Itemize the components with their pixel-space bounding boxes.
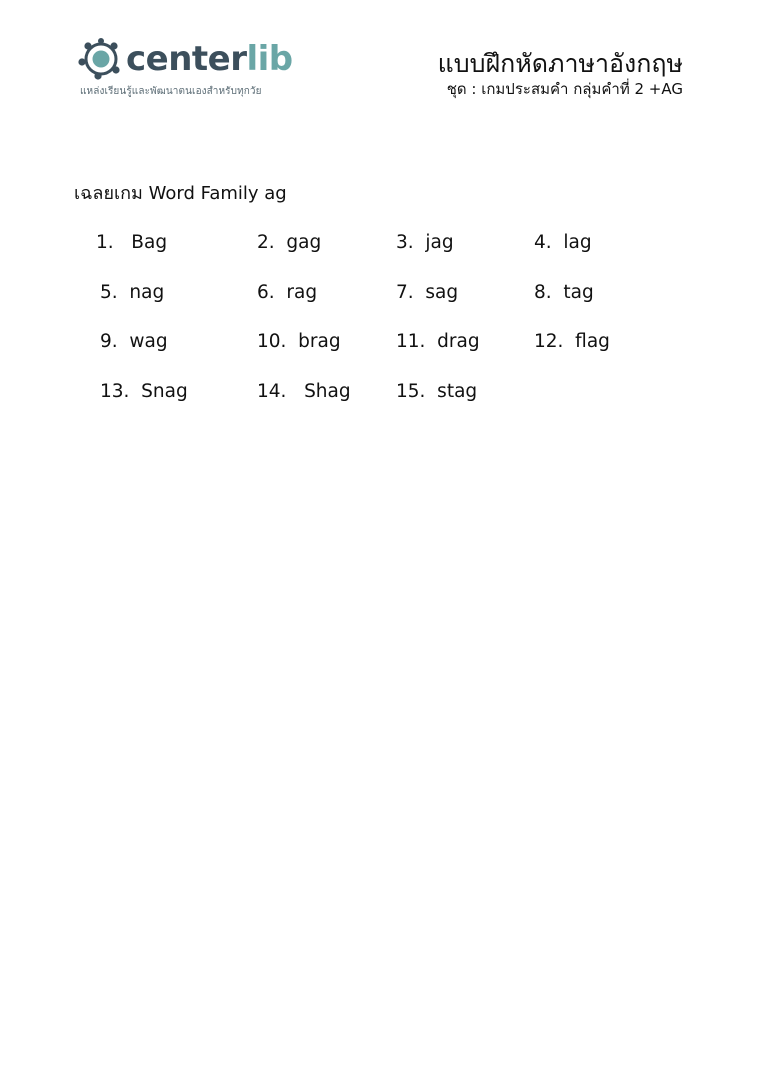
answer-item: 9. wag — [100, 331, 168, 352]
logo-wordmark-lib: lib — [246, 39, 293, 79]
answer-item: 7. sag — [396, 282, 459, 303]
answer-item: 15. stag — [396, 381, 478, 402]
answer-key-heading: เฉลยเกม Word Family ag — [74, 183, 287, 204]
answer-item: 14. Shag — [257, 381, 351, 402]
answer-item: 2. gag — [257, 232, 322, 253]
header-title-block — [438, 48, 683, 100]
page-title: แบบฝึกหัดภาษาอังกฤษ — [437, 49, 683, 78]
logo-wordmark-center: center — [126, 39, 247, 79]
answer-item: 3. jag — [396, 232, 454, 253]
logo-tagline: แหล่งเรียนรู้และพัฒนาตนเองสำหรับทุกวัย — [80, 86, 262, 97]
answer-item: 12. flag — [534, 331, 610, 352]
answer-item: 11. drag — [396, 331, 480, 352]
logo-wordmark — [126, 34, 293, 84]
answer-item: 8. tag — [534, 282, 594, 303]
answer-item: 6. rag — [257, 282, 318, 303]
page-subtitle: ชุด : เกมประสมคำ กลุ่มคำที่ 2 +AG — [446, 80, 683, 98]
answer-item: 13. Snag — [100, 381, 188, 402]
answer-item: 1. Bag — [96, 232, 168, 253]
answer-item: 4. lag — [534, 232, 592, 253]
logo-mark-icon — [78, 36, 124, 82]
answer-item: 5. nag — [100, 282, 165, 303]
answer-item: 10. brag — [257, 331, 341, 352]
centerlib-logo — [78, 34, 308, 104]
